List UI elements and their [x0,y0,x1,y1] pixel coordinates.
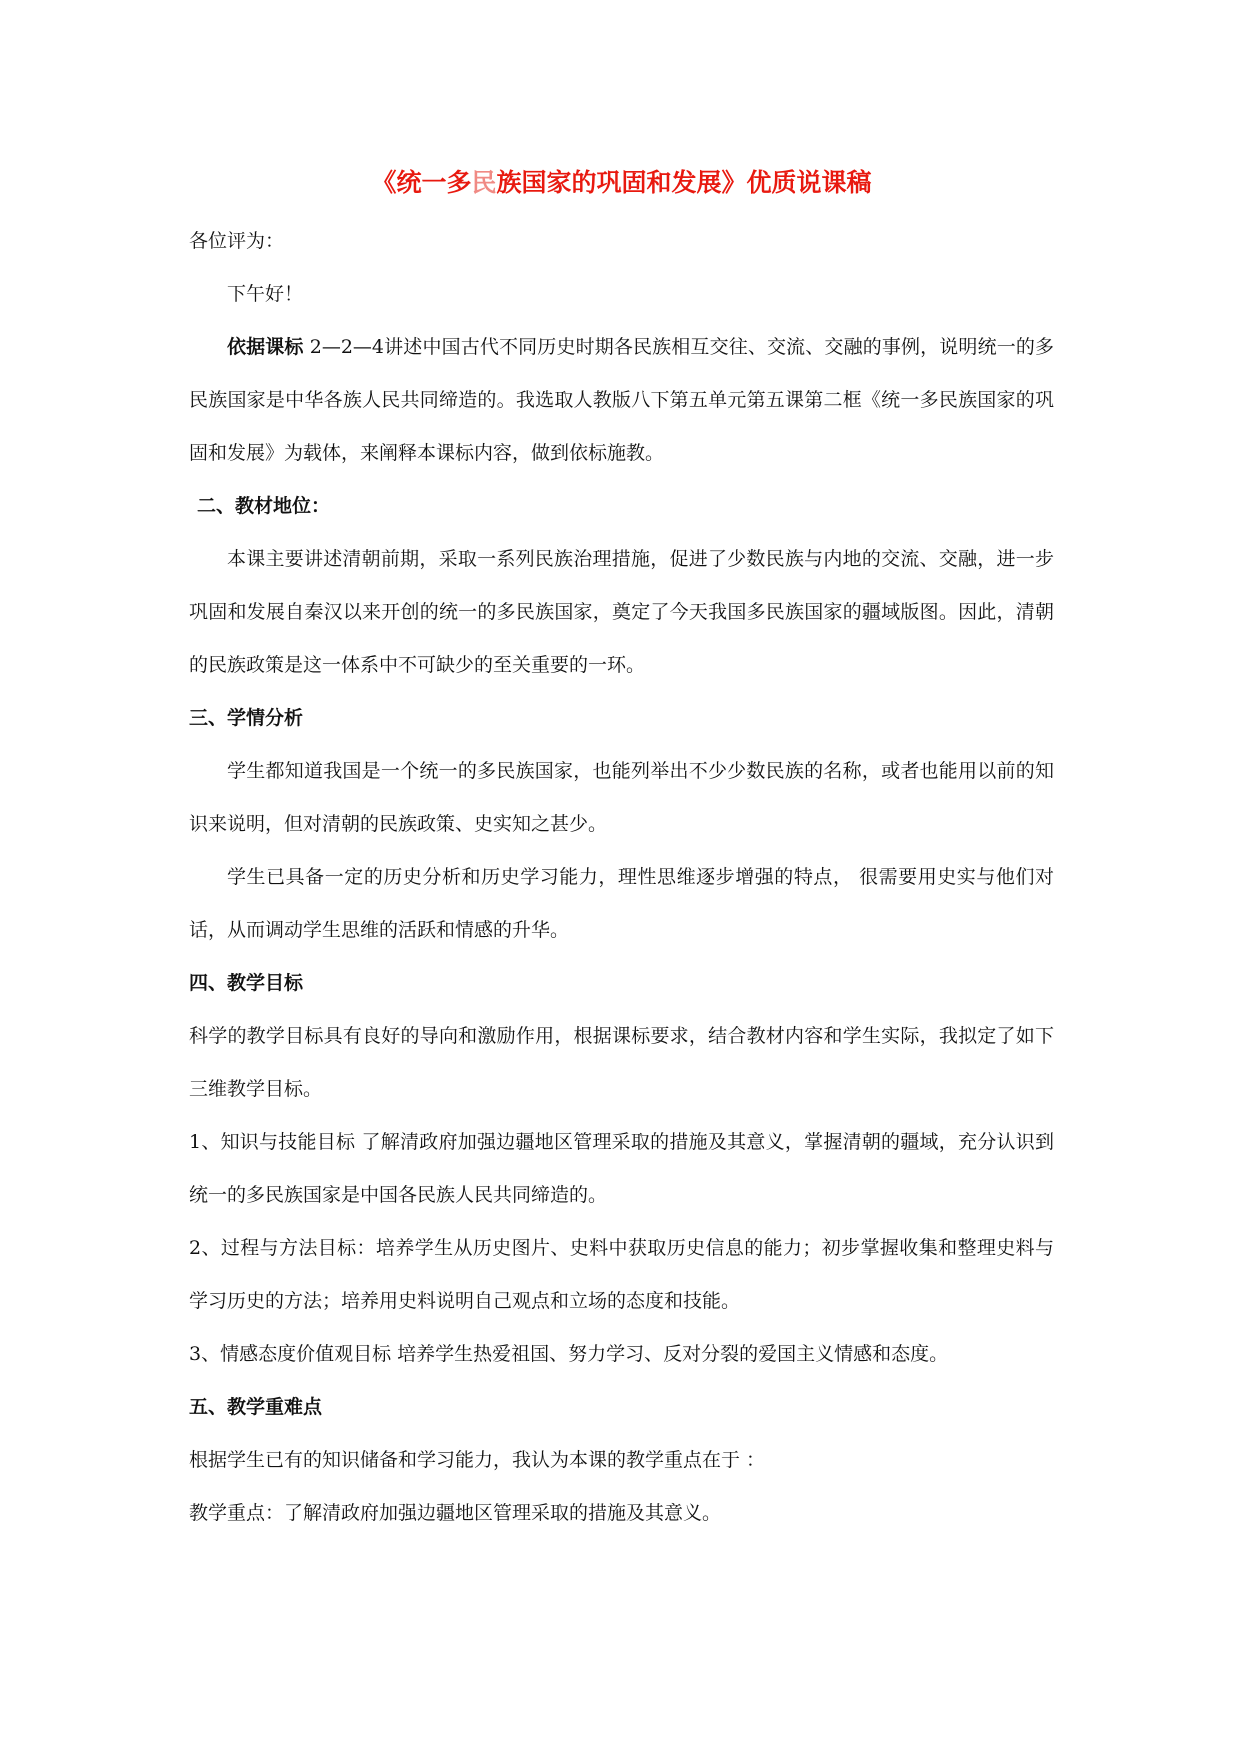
title-part-1: 《统一多 [371,168,472,197]
greeting: 各位评为： [189,230,285,252]
title-part-3: 族国家的巩固和发展》优质说课稿 [496,168,872,197]
student-analysis-paragraph-2: 学生已具备一定的历史分析和历史学习能力，理性思维逐步增强的特点， 很需要用史实与他们对话，从而调动学生思维的活跃和情感的升华。 [189,866,1054,941]
afternoon-greeting: 下午好！ [227,283,304,305]
goal-emotion-values: 3、情感态度价值观目标 培养学生热爱祖国、努力学习、反对分裂的爱国主义情感和态度。 [189,1343,949,1365]
goal-process-methods: 2、过程与方法目标：培养学生从历史图片、史料中获取历史信息的能力；初步掌握收集和整理史料与学习历史的方法；培养用史料说明自己观点和立场的态度和技能。 [189,1237,1054,1312]
title-part-2: 民 [471,168,497,197]
goal-knowledge-skills: 1、知识与技能目标 了解清政府加强边疆地区管理采取的措施及其意义，掌握清朝的疆域，充分认识到统一的多民族国家是中国各民族人民共同缔造的。 [189,1131,1054,1206]
section-heading-key-points: 五、教学重难点 [189,1396,323,1418]
key-points-intro: 根据学生已有的知识储备和学习能力，我认为本课的教学重点在于 ： [189,1449,766,1471]
student-analysis-paragraph-1: 学生都知道我国是一个统一的多民族国家，也能列举出不少少数民族的名称，或者也能用以前的知识来说明，但对清朝的民族政策、史实知之甚少。 [189,760,1054,835]
intro-text: 2—2—4讲述中国古代不同历史时期各民族相互交往、交流、交融的事例，说明统一的多民族国家是中华各族人民共同缔造的。我选取人教版八下第五单元第五课第二框《统一多民族国家的巩固和发展》为载体，来阐释本课标内容，做到依标施教。 [189,336,1054,464]
section-heading-student-analysis: 三、学情分析 [189,707,304,729]
section-heading-textbook-position: 二、教材地位： [197,495,331,517]
document-body [189,165,1054,1540]
textbook-position-paragraph: 本课主要讲述清朝前期，采取一系列民族治理措施，促进了少数民族与内地的交流、交融，进一步巩固和发展自秦汉以来开创的统一的多民族国家，奠定了今天我国多民族国家的疆域版图。因此，清朝的民族政策是这一体系中不可缺少的至关重要的一环。 [189,548,1054,676]
document-title [189,165,1054,201]
intro-paragraph [189,321,1054,480]
section-heading-teaching-goals: 四、教学目标 [189,972,304,994]
intro-label: 依据课标 [227,336,304,358]
key-point-statement: 教学重点：了解清政府加强边疆地区管理采取的措施及其意义。 [189,1502,722,1524]
teaching-goals-intro: 科学的教学目标具有良好的导向和激励作用，根据课标要求，结合教材内容和学生实际，我拟定了如下三维教学目标。 [189,1025,1054,1100]
